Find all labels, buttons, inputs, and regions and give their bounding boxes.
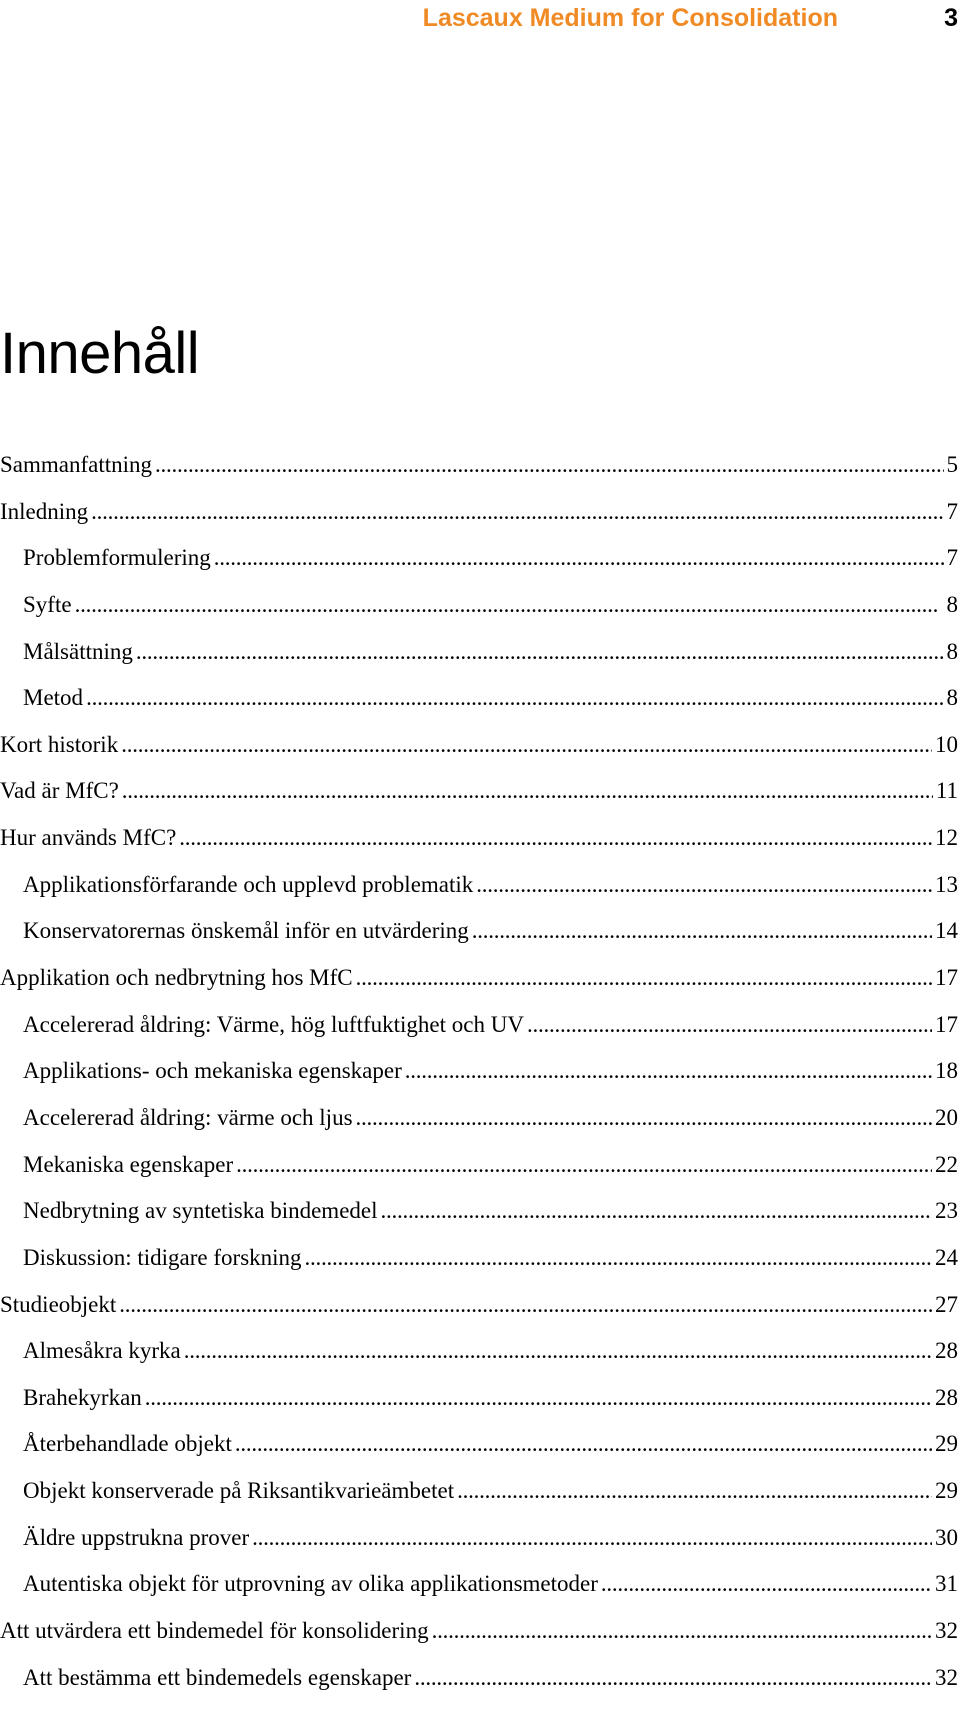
dot-leader xyxy=(472,908,932,955)
toc-entry[interactable] xyxy=(0,1561,958,1608)
toc-heading: Innehåll xyxy=(0,321,200,386)
toc-entry[interactable] xyxy=(0,1048,958,1095)
toc-entry-title: Äldre uppstrukna prover xyxy=(23,1524,250,1550)
toc-entry-page: 7 xyxy=(946,545,958,571)
dot-leader xyxy=(252,1515,932,1562)
toc-entry-title: Almesåkra kyrka xyxy=(23,1338,181,1364)
toc-entry-page: 28 xyxy=(935,1338,958,1364)
toc-entry-title: Applikation och nedbrytning hos MfC xyxy=(0,965,353,991)
toc-entry-title: Återbehandlade objekt xyxy=(23,1431,232,1457)
toc-entry[interactable] xyxy=(0,1515,958,1562)
toc-entry-page: 24 xyxy=(935,1244,958,1270)
toc-entry-title: Applikationsförfarande och upplevd problematik xyxy=(23,871,474,897)
toc-entry-page: 29 xyxy=(935,1431,958,1457)
toc-entry-title: Mekaniska egenskaper xyxy=(23,1151,234,1177)
dot-leader xyxy=(145,1375,932,1422)
toc-entry-title: Nedbrytning av syntetiska bindemedel xyxy=(23,1198,378,1224)
dot-leader xyxy=(405,1048,932,1095)
toc-entry-page: 30 xyxy=(935,1524,958,1550)
toc-entry[interactable] xyxy=(0,908,958,955)
toc-entry-page: 14 xyxy=(935,918,958,944)
document-title: Lascaux Medium for Consolidation xyxy=(422,4,838,32)
dot-leader xyxy=(381,1188,932,1235)
toc-entry[interactable] xyxy=(0,582,958,629)
toc-entry[interactable] xyxy=(0,1095,958,1142)
dot-leader xyxy=(476,862,932,909)
toc-entry-title: Kort historik xyxy=(0,731,119,757)
toc-entry[interactable] xyxy=(0,955,958,1002)
toc-entry-page: 7 xyxy=(946,498,958,524)
dot-leader xyxy=(119,1282,932,1329)
toc-entry-title: Konservatorernas önskemål inför en utvärdering xyxy=(23,918,469,944)
toc-entry-title: Applikations- och mekaniska egenskaper xyxy=(23,1058,402,1084)
toc-entry-page: 22 xyxy=(935,1151,958,1177)
toc-entry-title: Studieobjekt xyxy=(0,1291,117,1317)
toc-entry-title: Att bestämma ett bindemedels egenskaper xyxy=(23,1664,412,1690)
dot-leader xyxy=(356,1095,932,1142)
toc-entry-title: Brahekyrkan xyxy=(23,1384,142,1410)
dot-leader xyxy=(214,535,944,582)
toc-entry[interactable] xyxy=(0,1282,958,1329)
dot-leader xyxy=(91,489,943,536)
dot-leader xyxy=(601,1561,932,1608)
toc-entry[interactable] xyxy=(0,862,958,909)
toc-entry-page: 13 xyxy=(935,871,958,897)
toc-entry-title: Autentiska objekt för utprovning av olika applikationsmetoder xyxy=(23,1571,598,1597)
toc-entry-page: 28 xyxy=(935,1384,958,1410)
toc-entry-title: Metod xyxy=(23,685,84,711)
dot-leader xyxy=(184,1328,932,1375)
toc-entry-title: Sammanfattning xyxy=(0,452,153,477)
toc-entry[interactable] xyxy=(0,1608,958,1655)
toc-entry-page: 32 xyxy=(935,1664,958,1690)
toc-entry-page: 5 xyxy=(946,452,958,477)
toc-entry-page: 20 xyxy=(935,1104,958,1130)
dot-leader xyxy=(122,768,933,815)
toc-entry[interactable] xyxy=(0,722,958,769)
toc-entry[interactable] xyxy=(0,1421,958,1468)
dot-leader xyxy=(121,722,932,769)
dot-leader xyxy=(457,1468,932,1515)
toc-entry[interactable] xyxy=(0,1655,958,1702)
toc-entry[interactable] xyxy=(0,768,958,815)
toc-entry-page: 11 xyxy=(935,778,958,804)
dot-leader xyxy=(356,955,932,1002)
toc-entry-title: Vad är MfC? xyxy=(0,778,119,804)
dot-leader xyxy=(155,442,943,489)
dot-leader xyxy=(75,582,944,629)
toc-entry-page: 29 xyxy=(935,1478,958,1504)
toc-entry[interactable] xyxy=(0,675,958,722)
toc-entry[interactable] xyxy=(0,629,958,676)
toc-entry-page: 31 xyxy=(935,1571,958,1597)
toc-entry[interactable] xyxy=(0,535,958,582)
dot-leader xyxy=(527,1002,932,1049)
toc-entry-page: 32 xyxy=(935,1618,958,1644)
toc-entry-page: 12 xyxy=(935,825,958,851)
dot-leader xyxy=(86,675,943,722)
dot-leader xyxy=(236,1142,932,1189)
toc-entry[interactable] xyxy=(0,442,958,489)
toc-entry-title: Hur används MfC? xyxy=(0,825,177,851)
toc-entry-title: Accelererad åldring: värme och ljus xyxy=(23,1104,353,1130)
dot-leader xyxy=(432,1608,932,1655)
table-of-contents xyxy=(0,442,958,1701)
toc-entry[interactable] xyxy=(0,1188,958,1235)
toc-entry[interactable] xyxy=(0,1468,958,1515)
dot-leader xyxy=(414,1655,932,1702)
dot-leader xyxy=(136,629,944,676)
toc-entry-title: Accelererad åldring: Värme, hög luftfuktighet och UV xyxy=(23,1011,524,1037)
toc-entry-title: Syfte xyxy=(23,591,72,617)
dot-leader xyxy=(235,1421,932,1468)
toc-entry[interactable] xyxy=(0,489,958,536)
page-number: 3 xyxy=(944,4,958,32)
dot-leader xyxy=(179,815,932,862)
toc-entry-title: Inledning xyxy=(0,498,89,524)
toc-entry-page: 23 xyxy=(935,1198,958,1224)
toc-entry[interactable] xyxy=(0,1002,958,1049)
toc-entry-page: 17 xyxy=(935,965,958,991)
toc-entry-page: 27 xyxy=(935,1291,958,1317)
toc-entry[interactable] xyxy=(0,1142,958,1189)
toc-entry-title: Målsättning xyxy=(23,638,133,664)
toc-entry-page: 18 xyxy=(935,1058,958,1084)
toc-entry[interactable] xyxy=(0,1235,958,1282)
toc-entry-page: 8 xyxy=(946,685,958,711)
toc-entry-page: 8 xyxy=(946,591,958,617)
toc-entry-title: Problemformulering xyxy=(23,545,211,571)
toc-entry-page: 17 xyxy=(935,1011,958,1037)
toc-entry[interactable] xyxy=(0,1375,958,1422)
toc-entry-title: Diskussion: tidigare forskning xyxy=(23,1244,302,1270)
toc-entry[interactable] xyxy=(0,815,958,862)
running-header xyxy=(0,0,960,40)
toc-entry-page: 10 xyxy=(935,731,958,757)
dot-leader xyxy=(305,1235,932,1282)
toc-entry[interactable] xyxy=(0,1328,958,1375)
toc-entry-page: 8 xyxy=(946,638,958,664)
toc-entry-title: Objekt konserverade på Riksantikvarieämbetet xyxy=(23,1478,455,1504)
toc-entry-title: Att utvärdera ett bindemedel för konsolidering xyxy=(0,1618,429,1644)
